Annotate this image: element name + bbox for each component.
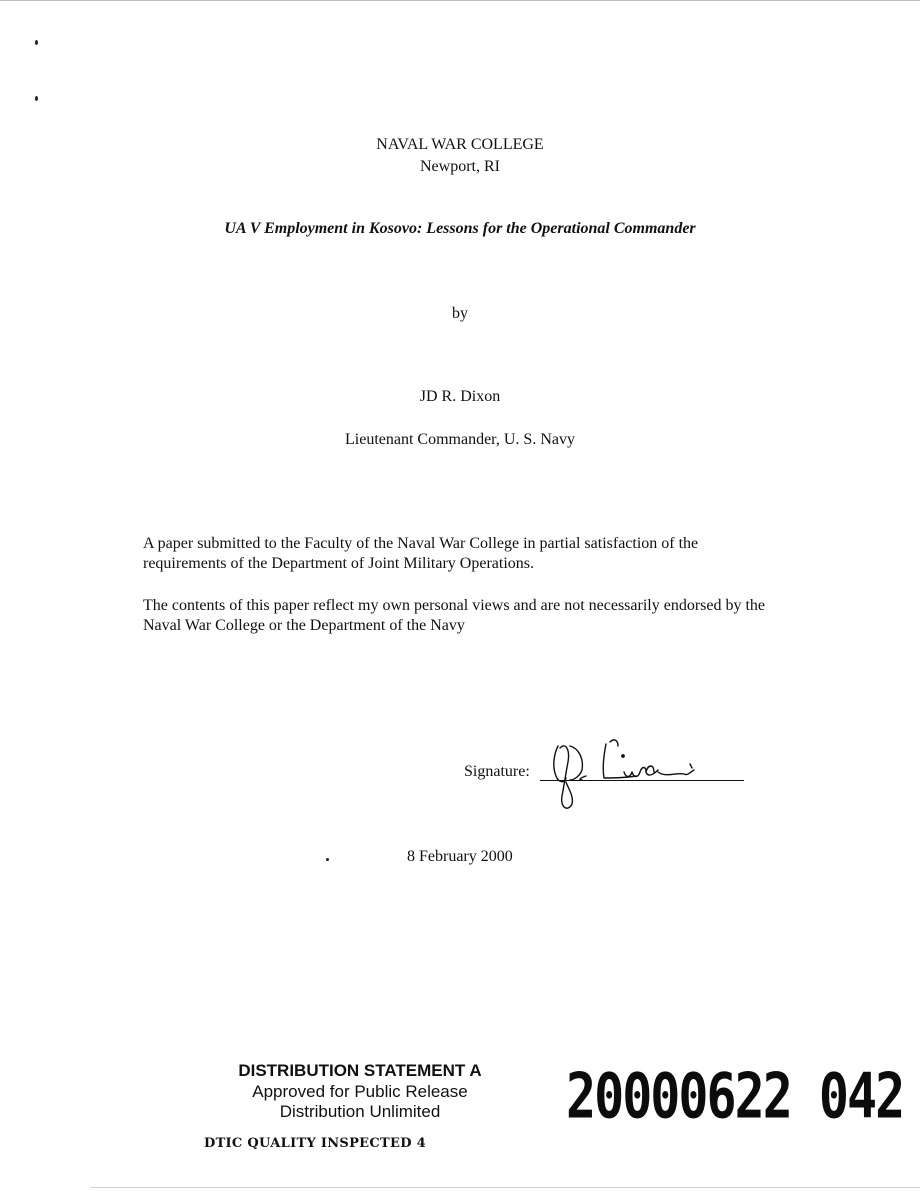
distribution-heading: DISTRIBUTION STATEMENT A xyxy=(238,1061,482,1080)
dtic-quality-stamp: DTIC QUALITY INSPECTED 4 xyxy=(204,1136,426,1151)
byline-by: by xyxy=(452,305,468,322)
document-number: 20000622 042 xyxy=(566,1059,904,1133)
institution-location: Newport, RI xyxy=(420,158,500,175)
author-name: JD R. Dixon xyxy=(419,388,501,405)
distribution-statement xyxy=(215,1060,505,1122)
institution-name: NAVAL WAR COLLEGE xyxy=(376,136,544,153)
disclaimer-statement: The contents of this paper reflect my own personal views and are not necessarily endorsed by the Naval War College or the Department of the Navy xyxy=(143,597,766,634)
scan-speck xyxy=(35,40,38,45)
scan-speck xyxy=(326,858,329,861)
distribution-approval: Approved for Public Release xyxy=(252,1082,468,1101)
scan-top-edge xyxy=(0,0,920,1)
author-rank: Lieutenant Commander, U. S. Navy xyxy=(345,431,575,448)
distribution-limit: Distribution Unlimited xyxy=(279,1102,441,1121)
submission-date: 8 February 2000 xyxy=(407,848,513,865)
signature-block xyxy=(464,758,754,818)
handwritten-signature-icon xyxy=(544,732,734,822)
submission-statement: A paper submitted to the Faculty of the Naval War College in partial satisfaction of the requirements of the Department of Joint Military Operations. xyxy=(143,535,699,572)
signature-label: Signature: xyxy=(464,763,530,780)
scan-speck xyxy=(35,96,38,101)
scan-bottom-edge xyxy=(90,1187,920,1188)
paper-title: UA V Employment in Kosovo: Lessons for the Operational Commander xyxy=(224,220,696,237)
